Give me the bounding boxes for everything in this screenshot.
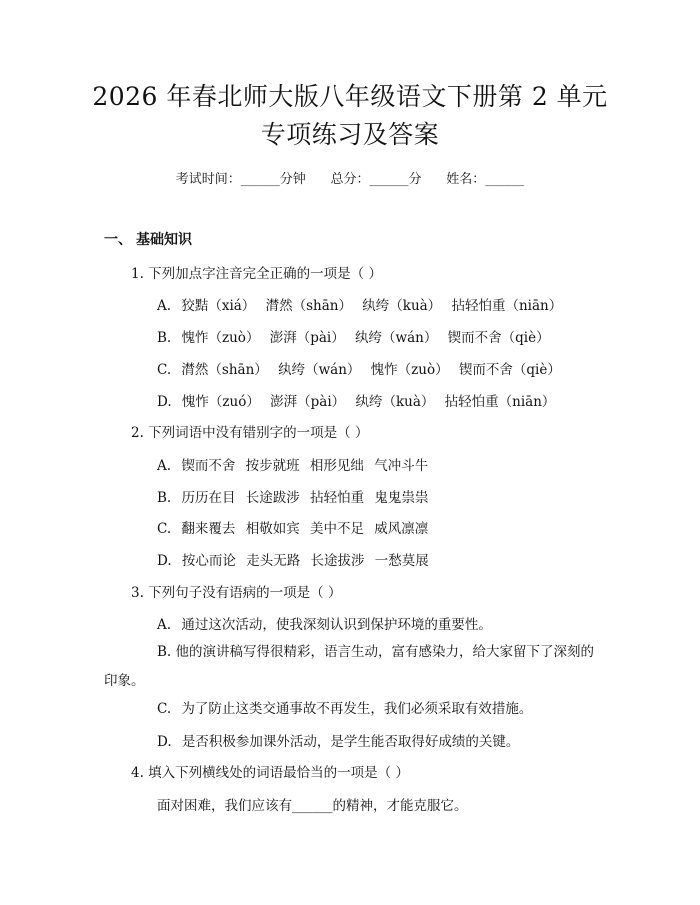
question-1-option-c: C. 潸然（shān） 纨绔（wán） 愧怍（zuò） 锲而不舍（qiè）	[157, 362, 561, 378]
question-4-body: 面对困难，我们应该有______的精神，才能克服它。	[157, 798, 468, 814]
question-2-option-d: D. 按心而论 走头无路 长途拔涉 一愁莫展	[157, 553, 429, 569]
question-2-stem: 2. 下列词语中没有错别字的一项是（ ）	[131, 425, 369, 441]
question-4-stem: 4. 填入下列横线处的词语最恰当的一项是（ ）	[131, 765, 409, 781]
question-3-option-d: D. 是否积极参加课外活动，是学生能否取得好成绩的关键。	[157, 734, 520, 750]
question-3-option-c: C. 为了防止这类交通事故不再发生，我们必须采取有效措施。	[157, 701, 533, 717]
section-title: 基础知识	[136, 232, 192, 248]
question-1-option-d: D. 愧怍（zuó） 澎湃（pài） 纨绔（kuà） 拈轻怕重（niān）	[157, 394, 556, 410]
question-2-option-c: C. 翻来覆去 相敬如宾 美中不足 威风凛凛	[157, 521, 429, 537]
section-number: 一、	[104, 232, 132, 248]
question-1-option-b: B. 愧怍（zuò） 澎湃（pài） 纨绔（wán） 锲而不舍（qiè）	[157, 330, 550, 346]
question-3-stem: 3. 下列句子没有语病的一项是（ ）	[131, 585, 342, 601]
exam-info: 考试时间：______分钟 总分：______分 姓名：______	[175, 172, 525, 187]
document-title-line-1: 2026 年春北师大版八年级语文下册第 2 单元	[92, 82, 608, 111]
document-title-line-2: 专项练习及答案	[260, 120, 440, 149]
section-heading	[104, 229, 192, 249]
question-2-option-a: A. 锲而不舍 按步就班 相形见绌 气冲斗牛	[157, 458, 429, 474]
question-1-stem: 1. 下列加点字注音完全正确的一项是（ ）	[131, 266, 382, 282]
question-3-option-b: B. 他的演讲稿写得很精彩，语言生动，富有感染力，给大家留下了深刻的印象。	[104, 644, 595, 689]
question-1-option-a: A. 狡黠（xiá） 潸然（shān） 纨绔（kuà） 拈轻怕重（niān）	[157, 298, 563, 314]
question-2-option-b: B. 历历在目 长途跋涉 拈轻怕重 鬼鬼祟祟	[157, 490, 429, 506]
question-3-option-a: A. 通过这次活动，使我深刻认识到保护环境的重要性。	[157, 617, 492, 633]
